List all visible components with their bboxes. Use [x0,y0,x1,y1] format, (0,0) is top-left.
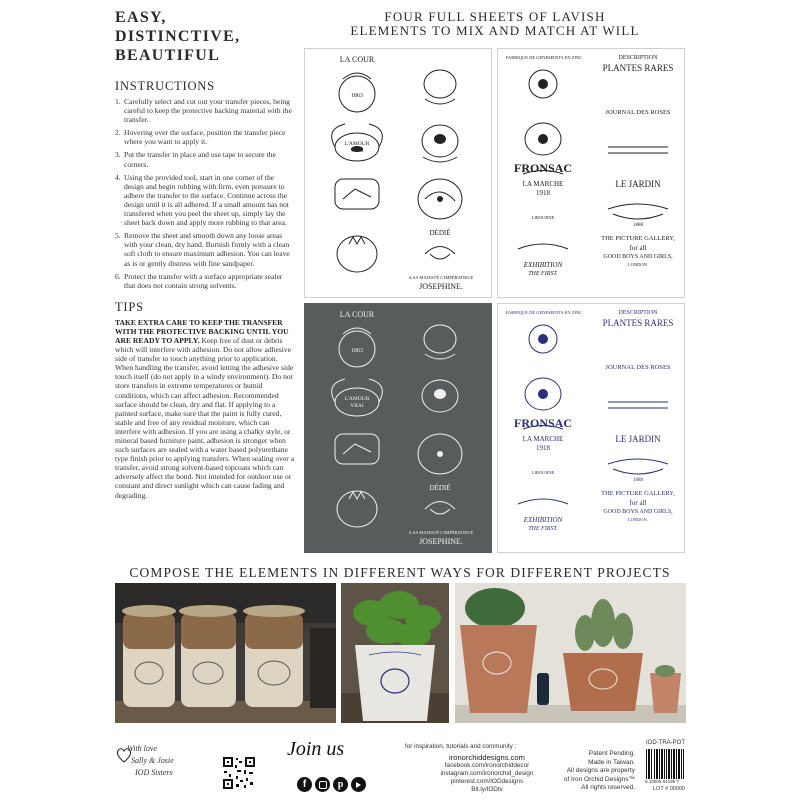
year-1888-label: 1888 [633,478,643,483]
london-label: LONDON. [627,262,649,267]
sku-label: IOD-TRA-POT [646,740,685,746]
instagram-icon[interactable] [315,777,330,792]
photo-crocks [115,583,336,723]
left-column [115,8,295,500]
transfer-sheet-b-navy [497,303,685,553]
description-label: DESCRIPTION [618,310,658,316]
crock-2 [179,605,237,707]
crocks-illustration [115,583,336,723]
headline [115,8,295,65]
signature-line-2: Sally & Josie [131,756,174,765]
tips-text [115,318,295,500]
majeste-label: A SA MAJESTÉ L'IMPÉRATRICE [408,530,474,535]
youtube-icon[interactable] [351,777,366,792]
join-us-label: Join us [287,738,345,760]
photo-terracotta-pots [455,583,686,723]
majeste-label: A SA MAJESTÉ L'IMPÉRATRICE [408,275,474,280]
fronsac-label: FRONSAC [513,161,572,175]
legal-line: All rights reserved. [581,784,635,792]
libourne-label: LIBOURNE [531,470,555,475]
instruction-step: 6. Protect the transfer with a surface appropriate sealer that does not contain strong solvents. [115,271,283,290]
amour-label: L'AMOUR [344,396,370,402]
instructions-title: INSTRUCTIONS [115,79,215,93]
sheet-a-ornaments [305,49,492,298]
josephine-label: JOSEPHINE. [419,537,463,546]
wings-ornament [425,247,455,260]
fronsac-label: FRONSAC [513,416,572,430]
tips-bold: TAKE EXTRA CARE TO KEEP THE TRANSFER WITH THE PROTECTIVE BACKING UNTIL YOU ARE READY TO APPLY. [115,317,289,345]
instruction-step: 3. Put the transfer in place and use tape to secure the corners. [115,150,276,169]
fabrique-label: FABRIQUE DE GENEMENTS EN ZINC [505,55,583,60]
good-boys-label: GOOD BOYS AND GIRLS, [603,254,673,260]
year-label: 1863 [351,348,363,354]
instruction-step: 5. Remove the sheet and smooth down any loose areas with your clean, dry hand. Burnish firmly with a clean soft cloth to ensure maximum adhesion. You can leave as is or gently distress with fine sandpaper. [115,231,290,268]
year-label: 1863 [351,93,363,99]
fabrique-label: FABRIQUE DE GENEMENTS EN ZINC [505,310,583,315]
the-first-label: THE FIRST. [528,526,558,532]
journal-label: JOURNAL DES ROSES [605,109,671,116]
picture-gallery-label: THE PICTURE GALLERY, [601,490,675,497]
facebook-icon[interactable]: f [297,777,312,792]
exhibition-label: EXHIBITION [523,261,563,269]
transfer-sheet-a-white [304,48,492,298]
libourne-label: LIBOURNE [531,215,555,220]
london-label: LONDON. [627,517,649,522]
sheets-title-line-2: ELEMENTS TO MIX AND MATCH AT WILL [350,23,640,38]
sheets-title-line-1: FOUR FULL SHEETS OF LAVISH [384,9,606,24]
link-instagram[interactable]: instagram.com/ironorchid_design [440,770,534,777]
barcode-number: 8 10005 84195 7 [645,779,679,784]
lot-label: LOT # 00000 [652,786,685,792]
headline-line-2: DISTINCTIVE, [115,28,241,45]
la-marche-label: LA MARCHE [522,435,564,443]
josephine-label: JOSEPHINE. [419,282,463,291]
transfer-sheet-b-white [497,48,685,298]
link-pinterest[interactable]: pinterest.com/IODdesigns [450,778,524,785]
plantes-rares-label: PLANTES RARES [602,318,674,328]
instruction-step: 4. Using the provided tool, start in one corner of the design and begin rubbing with firm, even pressure to adhere the transfer to the surface. Continue across the design until it is all adhered. If a small amount has not transfered when you peel the sheet up, simply lay the sheet back down and apply more rubbing to that area. [115,172,289,228]
pinterest-icon[interactable]: p [333,777,348,792]
tips-title: TIPS [115,299,144,314]
legal-line: Made in Taiwan. [588,758,635,766]
basil-illustration [341,583,449,723]
la-cour-label: LA COUR [339,55,375,64]
marche-year-label: 1918 [536,444,550,452]
instruction-step: 2. Hovering over the surface, position the transfer piece where you want to apply it. [115,128,286,147]
le-jardin-label: LE JARDIN [615,179,661,189]
link-website[interactable]: ironorchiddesigns.com [449,753,525,762]
legal-block [551,750,635,793]
headline-line-1: EASY, [115,9,167,26]
la-cour-label: LA COUR [339,310,375,319]
floral-swag-ornament [608,204,668,219]
barcode-icon [645,749,685,779]
description-label: DESCRIPTION [618,55,658,61]
crock-1 [122,605,176,707]
amour-label: L'AMOUR [344,141,370,147]
link-facebook[interactable]: facebook.com/ironorchiddecor [444,762,530,769]
pots-illustration [455,583,686,723]
signature-line-3: IOD Sisters [135,768,173,777]
le-jardin-label: LE JARDIN [615,434,661,444]
for-all-label: for all [629,244,647,252]
swag-ornament [518,244,568,249]
exhibition-label: EXHIBITION [523,516,563,524]
social-icons [297,777,366,792]
vrai-label: VRAI [350,148,364,154]
headline-line-3: BEAUTIFUL [115,47,221,64]
footer [115,740,685,796]
signature-line-1: With love [127,744,157,753]
links-intro: for inspiration, tutorials and community : [405,743,517,750]
legal-line: Patent Pending. [588,750,635,757]
legal-line: of Iron Orchid Designs™ [563,775,635,783]
crock-3 [243,605,305,707]
the-first-label: THE FIRST. [528,271,558,277]
dedie-label: DÉDIÉ [429,229,451,237]
plantes-rares-label: PLANTES RARES [602,63,674,73]
good-boys-label: GOOD BOYS AND GIRLS, [603,509,673,515]
marche-year-label: 1918 [536,189,550,197]
year-1888-label: 1888 [633,223,643,228]
picture-gallery-label: THE PICTURE GALLERY, [601,235,675,242]
link-youtube[interactable]: Bit.ly/IODtv [471,786,503,793]
crown-wreath-ornament [337,236,377,272]
sheet-c-ornaments [305,304,492,553]
swan-ornament [424,70,456,98]
journal-label: JOURNAL DES ROSES [605,364,671,371]
transfer-sheet-a-dark [304,303,492,553]
legal-line: All designs are property [566,767,635,775]
dedie-label: DÉDIÉ [429,484,451,492]
la-marche-label: LA MARCHE [522,180,564,188]
compose-title: COMPOSE THE ELEMENTS IN DIFFERENT WAYS FOR DIFFERENT PROJECTS [129,565,671,580]
qr-code-icon [222,756,256,790]
vrai-label: VRAI [350,403,364,409]
photo-potted-basil [341,583,449,723]
frame-ornament [335,179,379,209]
sheets-title [305,10,685,38]
tips-body: Keep free of dust or debris which will interfere with adhesion. Do not allow adhesive side of transfer to touch anything prior to application. When handling the transfer, avoid letting the adhesive side touch itself (do not apply in a windy environment). Do not store transfers in extreme temperatures or humid conditions, which can affect adhesion. Recommended surface should be clean, dry and flat. If applying to a painted surface, make sure that the paint is fully cured, stable and free of any residual moisture, which can interfere with adhesion. If you are using a chalky style, or mineral based furniture paint, adhesion is stronger when such surfaces are sealed with a water based polyurethane type finish prior to applying transfers. When sealing over a transfer, avoid strong solvent-based topcoats which can adversely affect the bond. Not intended for outdoor use or constant and direct sunlight which can cause fading and degrading. [115,335,295,500]
instructions-list [115,97,295,290]
for-all-label: for all [629,499,647,507]
instruction-step: 1. Carefully select and cut out your transfer pieces, being careful to keep the protective backing material with the transfer. [115,97,292,125]
